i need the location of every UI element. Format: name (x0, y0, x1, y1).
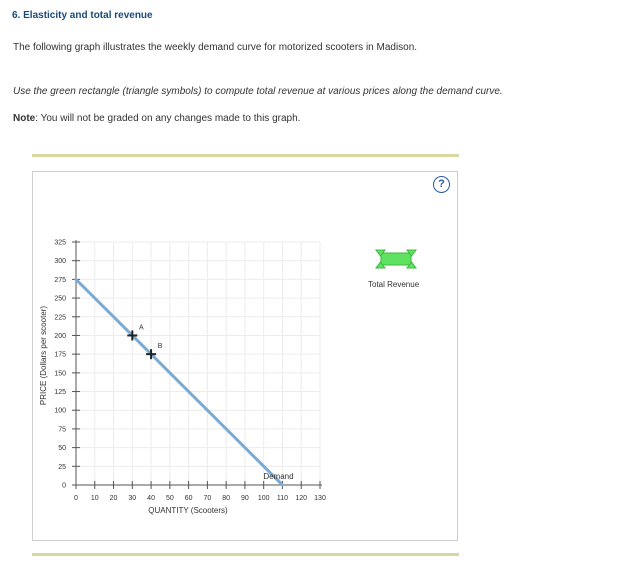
x-tick-label: 40 (147, 495, 155, 502)
x-tick-label: 30 (128, 495, 137, 502)
y-axis-title: PRICE (Dollars per scooter) (39, 305, 48, 406)
question-title: 6. Elasticity and total revenue (12, 10, 153, 21)
question-intro: The following graph illustrates the weekly demand curve for motorized scooters in Madison. (13, 42, 418, 53)
help-button[interactable]: ? (433, 176, 450, 193)
y-tick-label: 300 (54, 258, 66, 266)
x-tick-label: 90 (241, 495, 249, 502)
y-tick-label: 0 (62, 482, 66, 490)
x-tick-label: 130 (314, 495, 326, 502)
x-axis-title: QUANTITY (Scooters) (148, 506, 228, 515)
x-tick-label: 70 (203, 495, 212, 502)
question-note (13, 113, 300, 124)
demand-label: Demand (263, 472, 294, 481)
y-tick-label: 50 (58, 445, 66, 453)
x-tick-label: 50 (165, 495, 174, 502)
y-tick-label: 200 (54, 332, 66, 340)
x-tick-label: 20 (109, 495, 118, 502)
y-tick-label: 250 (54, 295, 66, 303)
point-label: A (138, 324, 144, 332)
x-tick-label: 80 (222, 495, 231, 502)
x-tick-label: 10 (90, 495, 99, 502)
demand-graph[interactable] (33, 172, 333, 522)
y-tick-label: 125 (54, 389, 66, 397)
x-tick-label: 120 (295, 495, 308, 502)
bottom-divider (32, 553, 459, 556)
x-tick-label: 110 (276, 495, 289, 502)
y-tick-label: 175 (54, 351, 66, 359)
y-tick-label: 150 (54, 370, 66, 378)
demand-curve (76, 279, 282, 485)
y-tick-label: 25 (58, 463, 66, 471)
question-instructions: Use the green rectangle (triangle symbols) to compute total revenue at various prices along the demand curve. (13, 86, 503, 97)
point-label: B (157, 343, 163, 351)
note-text: : You will not be graded on any changes made to this graph. (35, 113, 301, 124)
x-tick-label: 100 (257, 495, 270, 502)
y-tick-label: 225 (54, 314, 66, 322)
total-revenue-tool-icon[interactable] (374, 247, 418, 271)
y-tick-label: 75 (58, 426, 66, 434)
total-revenue-label: Total Revenue (368, 280, 420, 289)
note-label: Note (13, 113, 36, 124)
y-tick-label: 275 (54, 276, 66, 284)
top-divider (32, 154, 459, 157)
x-tick-label: 0 (74, 495, 78, 502)
y-tick-label: 325 (54, 239, 66, 247)
x-tick-label: 60 (184, 495, 193, 502)
y-tick-label: 100 (54, 407, 66, 415)
